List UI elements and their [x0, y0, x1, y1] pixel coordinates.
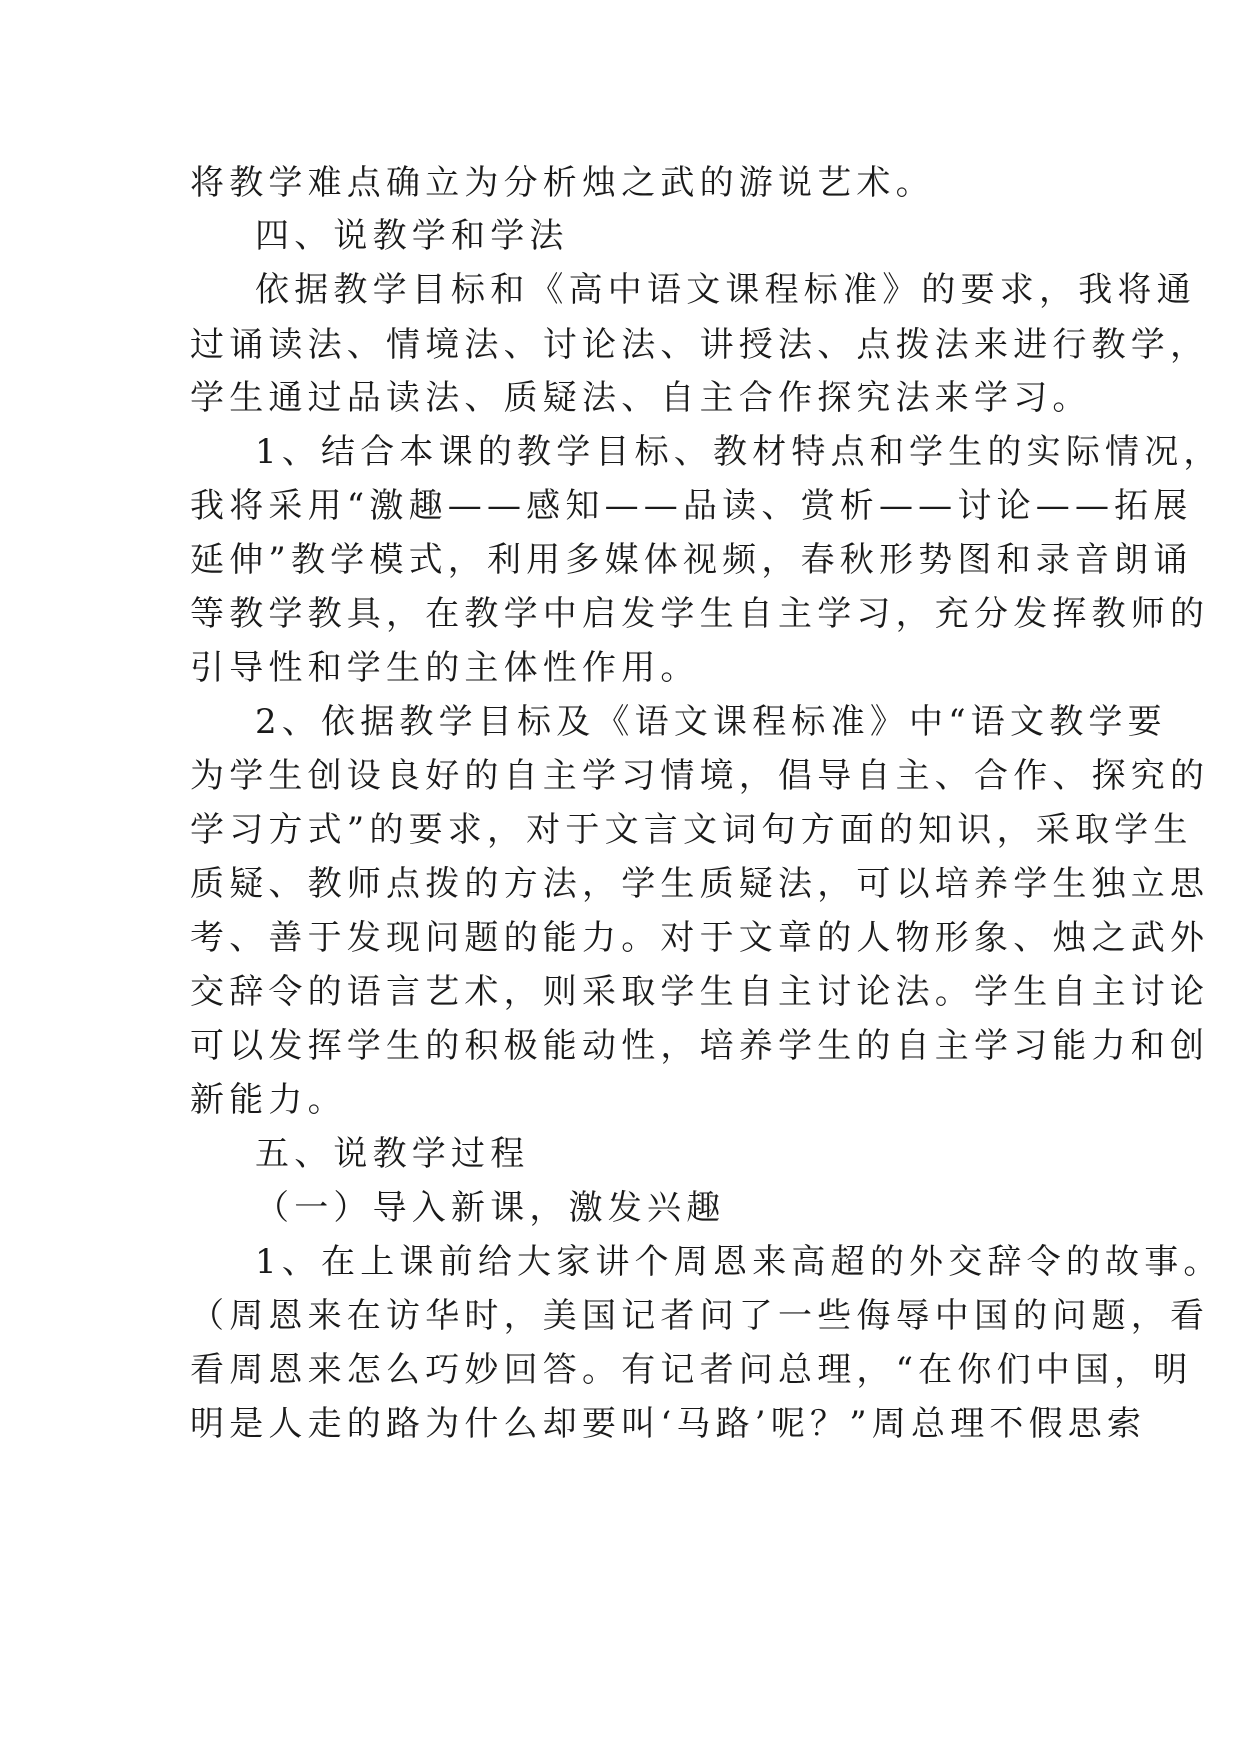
text-line: 2、依据教学目标及《语文课程标准》中“语文教学要: [255, 702, 1167, 742]
text-line: 1、结合本课的教学目标、教材特点和学生的实际情况，: [255, 432, 1223, 472]
text-line: 等教学教具，在教学中启发学生自主学习，充分发挥教师的: [190, 594, 1210, 634]
text-line: 学习方式”的要求，对于文言文词句方面的知识，采取学生: [190, 810, 1193, 850]
section-heading: 五、说教学过程: [255, 1134, 530, 1174]
text-line: 明是人走的路为什么却要叫‘马路’呢？”周总理不假思索: [190, 1404, 1147, 1444]
text-line: 可以发挥学生的积极能动性，培养学生的自主学习能力和创: [190, 1026, 1210, 1066]
text-line: 新能力。: [190, 1080, 347, 1120]
text-line: 引导性和学生的主体性作用。: [190, 648, 700, 688]
text-line: 延伸”教学模式，利用多媒体视频，春秋形势图和录音朗诵: [190, 540, 1193, 580]
subsection-heading: （一）导入新课，激发兴趣: [255, 1188, 726, 1228]
text-line: 看周恩来怎么巧妙回答。有记者问总理，“在你们中国，明: [190, 1350, 1193, 1390]
text-line: 我将采用“激趣——感知——品读、赏析——讨论——拓展: [190, 486, 1193, 526]
text-line: 为学生创设良好的自主学习情境，倡导自主、合作、探究的: [190, 756, 1210, 796]
text-line: （周恩来在访华时，美国记者问了一些侮辱中国的问题，看: [190, 1296, 1210, 1336]
text-line: 考、善于发现问题的能力。对于文章的人物形象、烛之武外: [190, 918, 1210, 958]
text-line: 学生通过品读法、质疑法、自主合作探究法来学习。: [190, 378, 1092, 418]
text-line: 交辞令的语言艺术，则采取学生自主讨论法。学生自主讨论: [190, 972, 1210, 1012]
text-line: 将教学难点确立为分析烛之武的游说艺术。: [190, 163, 935, 203]
text-line: 质疑、教师点拨的方法，学生质疑法，可以培养学生独立思: [190, 864, 1210, 904]
text-line: 1、在上课前给大家讲个周恩来高超的外交辞令的故事。: [255, 1242, 1223, 1282]
section-heading: 四、说教学和学法: [255, 216, 569, 256]
text-line: 过诵读法、情境法、讨论法、讲授法、点拨法来进行教学，: [190, 325, 1210, 365]
text-line: 依据教学目标和《高中语文课程标准》的要求，我将通: [255, 270, 1196, 310]
